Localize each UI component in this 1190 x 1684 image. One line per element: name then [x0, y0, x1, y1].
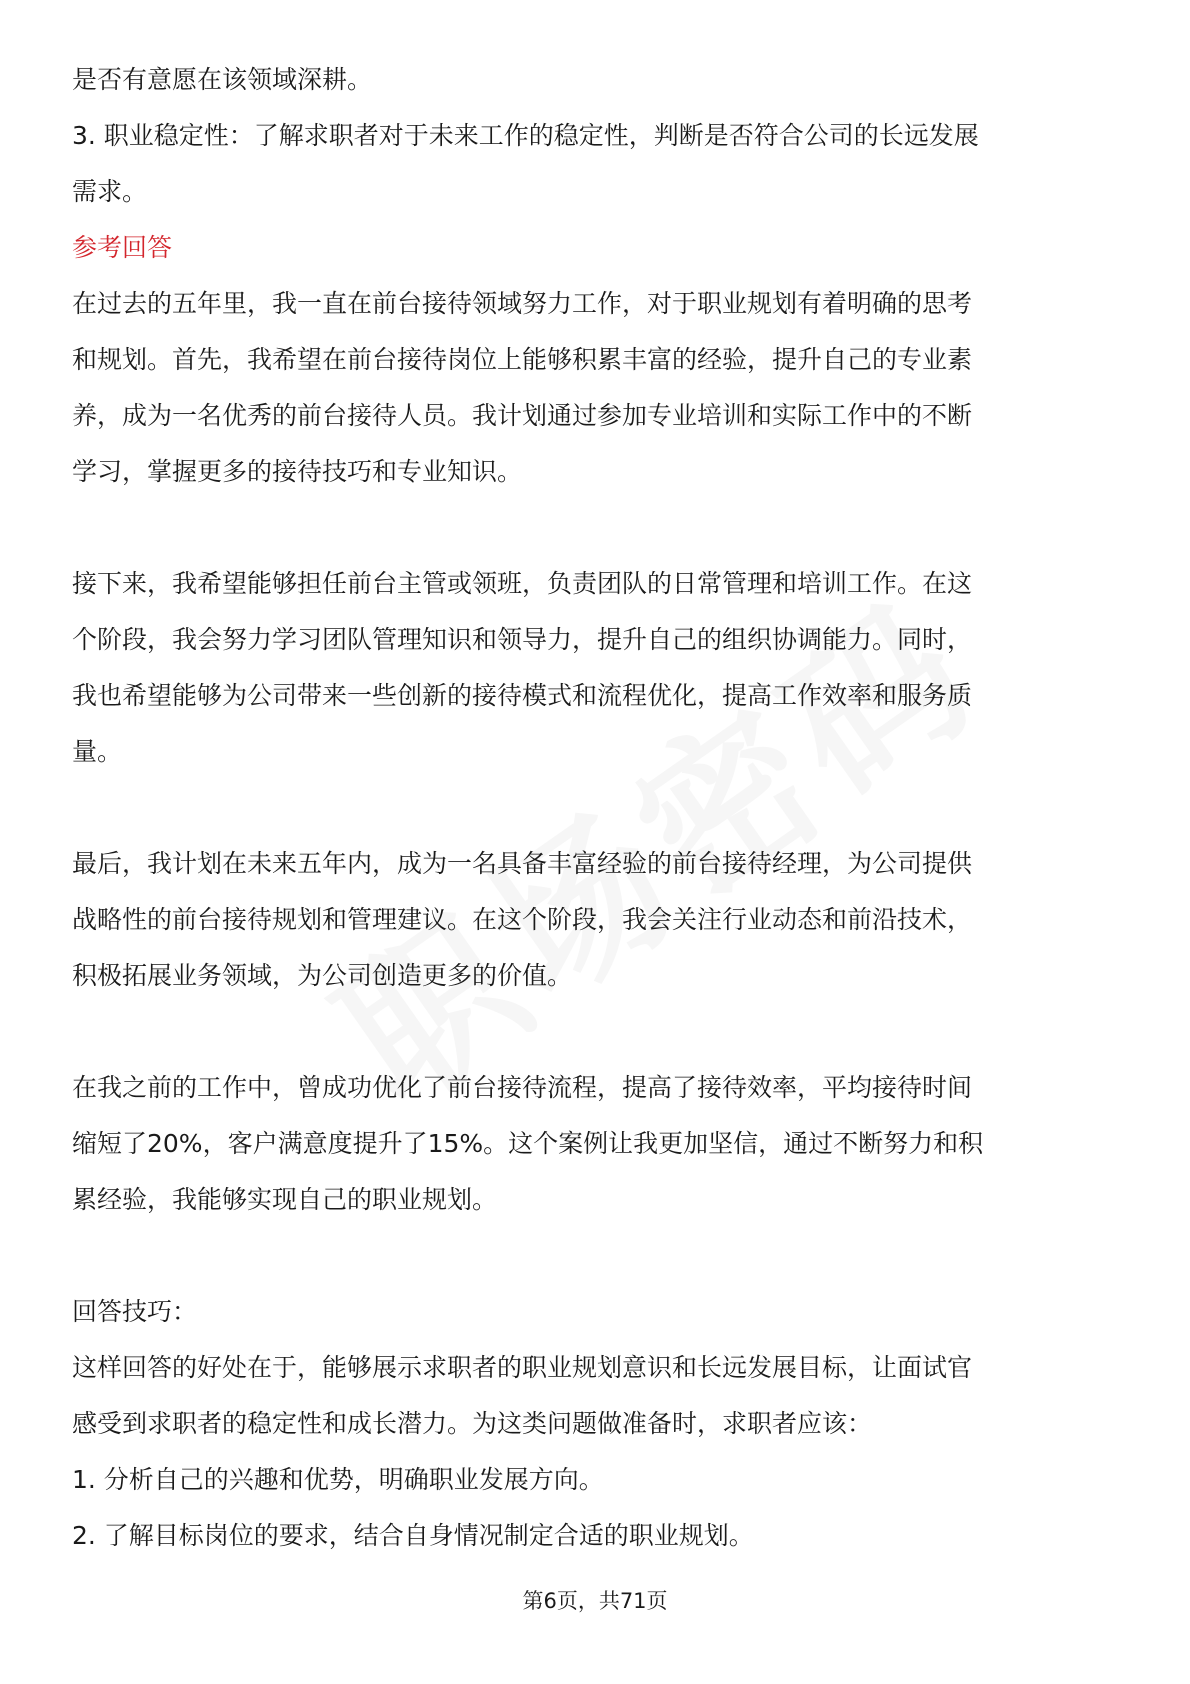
tips-paragraph-line: 感受到求职者的稳定性和成长潜力。为这类问题做准备时，求职者应该： — [72, 1409, 873, 1438]
document-page — [72, 52, 1120, 1564]
paragraph-gap — [72, 780, 1120, 836]
answer-paragraph-2-line: 我也希望能够为公司带来一些创新的接待模式和流程优化，提高工作效率和服务质 — [72, 681, 973, 710]
tips-list-item: 1. 分析自己的兴趣和优势，明确职业发展方向。 — [72, 1465, 604, 1494]
answer-paragraph-1-line: 在过去的五年里，我一直在前台接待领域努力工作，对于职业规划有着明确的思考 — [72, 289, 973, 318]
answer-paragraph-2-line: 量。 — [72, 737, 123, 766]
answer-paragraph-4-line: 累经验，我能够实现自己的职业规划。 — [72, 1185, 498, 1214]
answer-paragraph-1-line: 养，成为一名优秀的前台接待人员。我计划通过参加专业培训和实际工作中的不断 — [72, 401, 973, 430]
intro-item-3-line: 需求。 — [72, 177, 148, 206]
answer-paragraph-1-line: 和规划。首先，我希望在前台接待岗位上能够积累丰富的经验，提升自己的专业素 — [72, 345, 973, 374]
answer-paragraph-2-line: 个阶段，我会努力学习团队管理知识和领导力，提升自己的组织协调能力。同时， — [72, 625, 973, 654]
page-number: 第6页，共71页 — [522, 1589, 668, 1613]
answer-paragraph-3-line: 积极拓展业务领域，为公司创造更多的价值。 — [72, 961, 573, 990]
answer-paragraph-1-line: 学习，掌握更多的接待技巧和专业知识。 — [72, 457, 523, 486]
intro-item-3-line: 3. 职业稳定性：了解求职者对于未来工作的稳定性，判断是否符合公司的长远发展 — [72, 121, 979, 150]
answer-paragraph-3-line: 最后，我计划在未来五年内，成为一名具备丰富经验的前台接待经理，为公司提供 — [72, 849, 973, 878]
tips-list-item: 2. 了解目标岗位的要求，结合自身情况制定合适的职业规划。 — [72, 1521, 754, 1550]
paragraph-gap — [72, 1228, 1120, 1284]
answer-paragraph-2-line: 接下来，我希望能够担任前台主管或领班，负责团队的日常管理和培训工作。在这 — [72, 569, 973, 598]
intro-line: 是否有意愿在该领域深耕。 — [72, 65, 373, 94]
answer-heading: 参考回答 — [72, 233, 173, 262]
tips-paragraph-line: 这样回答的好处在于，能够展示求职者的职业规划意识和长远发展目标，让面试官 — [72, 1353, 973, 1382]
answer-paragraph-3-line: 战略性的前台接待规划和管理建议。在这个阶段，我会关注行业动态和前沿技术， — [72, 905, 973, 934]
paragraph-gap — [72, 1004, 1120, 1060]
tips-heading: 回答技巧： — [72, 1297, 198, 1326]
paragraph-gap — [72, 500, 1120, 556]
answer-paragraph-4-line: 在我之前的工作中，曾成功优化了前台接待流程，提高了接待效率，平均接待时间 — [72, 1073, 973, 1102]
answer-paragraph-4-line: 缩短了20%，客户满意度提升了15%。这个案例让我更加坚信，通过不断努力和积 — [72, 1129, 984, 1158]
